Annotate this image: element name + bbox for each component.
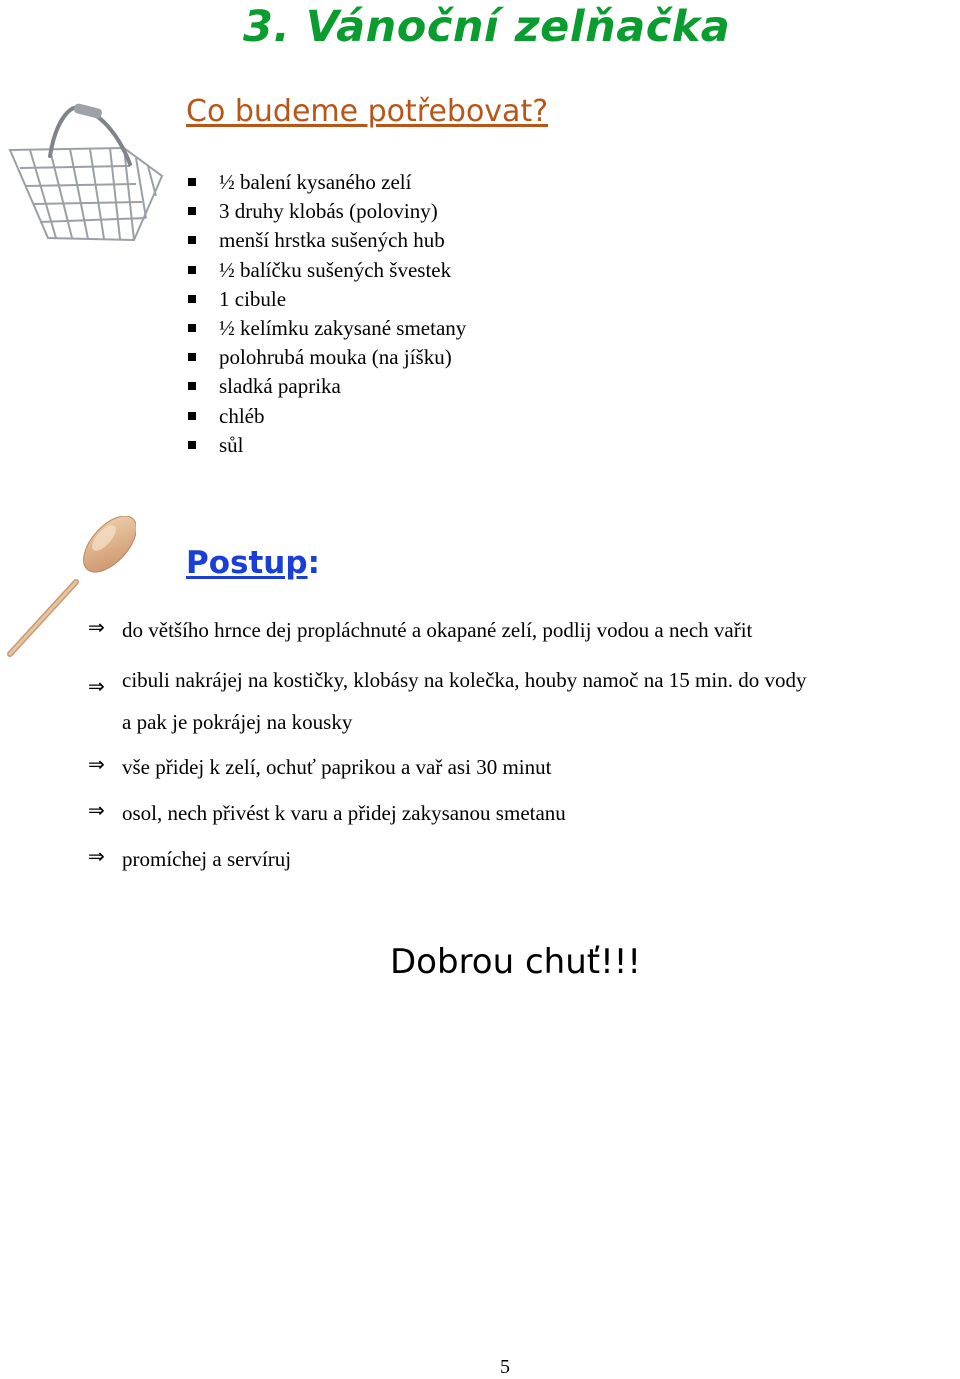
square-bullet-icon bbox=[188, 441, 196, 449]
list-item: 3 druhy klobás (poloviny) bbox=[188, 197, 466, 226]
double-arrow-icon: ⇒ bbox=[88, 798, 105, 822]
double-arrow-icon: ⇒ bbox=[88, 844, 105, 868]
list-item: ½ kelímku zakysané smetany bbox=[188, 314, 466, 343]
list-item: chléb bbox=[188, 402, 466, 431]
double-arrow-icon: ⇒ bbox=[88, 674, 105, 698]
square-bullet-icon bbox=[188, 324, 196, 332]
double-arrow-icon: ⇒ bbox=[88, 615, 105, 639]
ingredients-heading: Co budeme potřebovat? bbox=[186, 94, 549, 129]
recipe-title: 3. Vánoční zelňačka bbox=[243, 2, 731, 52]
list-item: ½ balení kysaného zelí bbox=[188, 168, 466, 197]
square-bullet-icon bbox=[188, 412, 196, 420]
list-item: ⇒ cibuli nakrájej na kostičky, klobásy na kolečka, houby namoč na 15 min. do vody a pak je pokrájej na kousky bbox=[88, 662, 960, 752]
square-bullet-icon bbox=[188, 266, 196, 274]
list-item: ⇒ osol, nech přivést k varu a přidej zakysanou smetanu bbox=[88, 798, 566, 825]
list-item: 1 cibule bbox=[188, 285, 466, 314]
list-item: sladká paprika bbox=[188, 372, 466, 401]
procedure-steps bbox=[88, 615, 960, 874]
page-number: 5 bbox=[500, 1356, 510, 1378]
double-arrow-icon: ⇒ bbox=[88, 752, 105, 776]
list-item: sůl bbox=[188, 431, 466, 460]
list-item: ⇒ do většího hrnce dej propláchnuté a okapané zelí, podlij vodou a nech vařit bbox=[88, 615, 753, 642]
square-bullet-icon bbox=[188, 353, 196, 361]
square-bullet-icon bbox=[188, 207, 196, 215]
list-item: ⇒ vše přidej k zelí, ochuť paprikou a vař asi 30 minut bbox=[88, 752, 552, 779]
ingredients-list bbox=[188, 168, 466, 460]
square-bullet-icon bbox=[188, 236, 196, 244]
list-item: ⇒ promíchej a servíruj bbox=[88, 844, 292, 871]
shopping-basket-icon bbox=[6, 98, 166, 248]
list-item: polohrubá mouka (na jíšku) bbox=[188, 343, 466, 372]
square-bullet-icon bbox=[188, 178, 196, 186]
closing-text: Dobrou chuť!!! bbox=[390, 942, 641, 982]
square-bullet-icon bbox=[188, 295, 196, 303]
square-bullet-icon bbox=[188, 382, 196, 390]
procedure-heading: Postup: bbox=[186, 545, 320, 581]
list-item: menší hrstka sušených hub bbox=[188, 226, 466, 255]
list-item: ½ balíčku sušených švestek bbox=[188, 256, 466, 285]
